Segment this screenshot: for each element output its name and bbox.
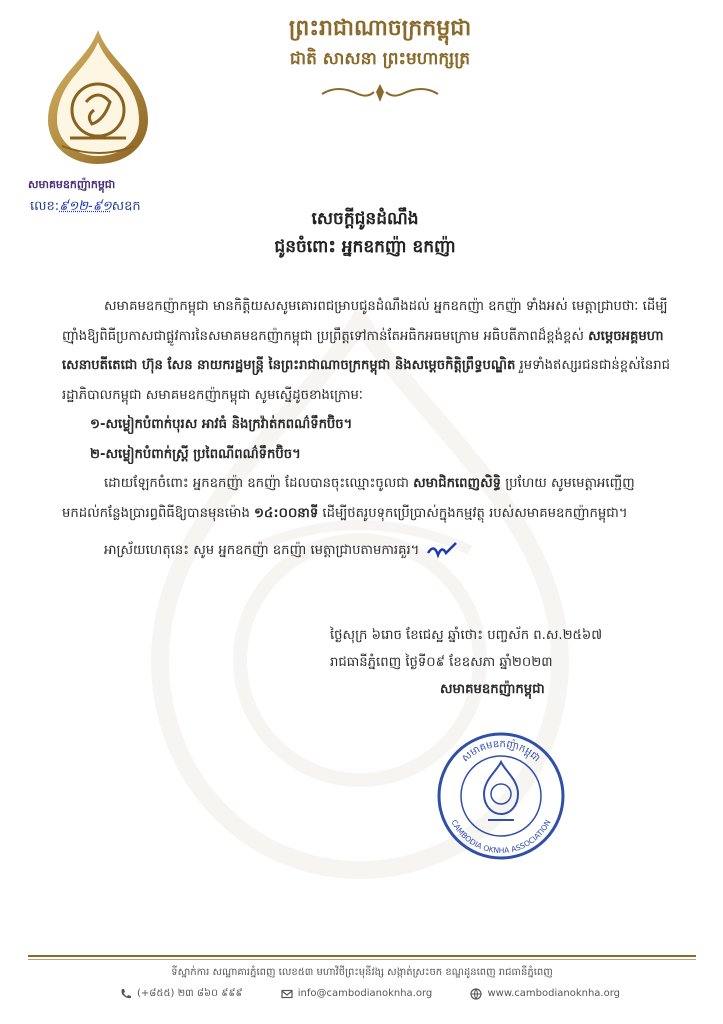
footer-email[interactable]: info@cambodianoknha.org <box>281 988 432 1000</box>
footer-phone: (+៨៥៥) ២៣ ៨៦០ ៩៩៩ <box>120 986 243 1001</box>
ref-prefix: លេខ: <box>30 199 60 214</box>
solar-date: រាជធានីភ្នំពេញ ថ្ងៃទី០៩ ខែឧសភា ឆ្នាំ២០២៣ <box>330 655 553 670</box>
dress-code-item-2: ២-សម្លៀកបំពាក់ស្ត្រី ប្រពៃណីពណ៌ទឹកប៊ិច។ <box>90 446 301 462</box>
official-stamp <box>432 732 570 860</box>
paragraph-1: សមាគមឧកញ៉ាកម្ពុជា មានកិត្តិយសសូមគោរពជម្រាបជូនដំណឹងដល់ អ្នកឧកញ៉ា ឧកញ៉ា ទាំងអស់ មេត្តាជ្រាបថាៈ ដើម្បីញ៉ាំងឱ្យពិធីប្រកាសជាផ្លូវការនៃសមាគមឧកញ៉ាកម្ពុជា ប្រព្រឹត្តទៅកាន់តែអធិកអធមក្រោម អធិបតីភាពដ៏ខ្ពង់ខ្ពស់ សម្ដេចអគ្គមហាសេនាបតីតេជោ ហ៊ុន សែន នាយករដ្ឋមន្ត្រី នៃព្រះរាជាណាចក្រកម្ពុជា និងសម្ដេចកិត្តិព្រឹទ្ធបណ្ឌិត រួមទាំងឥស្សរជនជាន់ខ្ពស់នៃរាជរដ្ឋាភិបាលកម្ពុជា សមាគមឧកញ៉ាកម្ពុជា សូមស្នើដូចខាងក្រោមៈ <box>62 299 670 403</box>
closing-line: អាស្រ័យហេតុនេះ សូម អ្នកឧកញ៉ា ឧកញ៉ា មេត្តាជ្រាបតាមការគួរ។ <box>62 536 672 566</box>
mail-icon <box>281 988 293 1000</box>
letter-body <box>62 292 672 566</box>
stamp-text-bottom: CAMBODIA OKNHA ASSOCIATION <box>449 818 553 856</box>
paragraph-2: ដោយឡែកចំពោះ អ្នកឧកញ៉ា ឧកញ៉ា ដែលបានចុះឈ្មោះចូលជា សមាជិកពេញសិទ្ធិ ប្រហែយ សូមមេត្តាអញ្ជើញមកដល់កន្លែងប្រារព្ធពិធីឱ្យបានមុនម៉ោង ១៤:០០នាទី ដើម្បីថតរូបទុកប្រើប្រាស់ក្នុងកម្មវត្ថុ របស់សមាគមឧកញ៉ាកម្ពុជា។ <box>62 476 635 521</box>
date-block <box>330 622 670 703</box>
dress-code-item-1: ១-សម្លៀកបំពាក់បុរស អាវធំ និងក្រវ៉ាត់កពណ៌ទឹកប៊ិច។ <box>90 417 353 432</box>
ornament-divider <box>318 82 442 104</box>
footer-address: ទីស្នាក់ការ សណ្ឋាគារភ្នំពេញ លេខ៥៣ មហាវិថីព្រះមុនីវង្ស សង្កាត់ស្រះចក ខណ្ឌដូនពេញ រាជធានីភ្នំពេញ <box>171 967 553 978</box>
globe-icon <box>470 988 482 1000</box>
kingdom-heading: ព្រះរាជាណាចក្រកម្ពុជា <box>288 15 472 41</box>
footer-website[interactable]: www.cambodianoknha.org <box>470 988 620 1000</box>
ref-number: ៩១២-៩១ <box>59 199 112 214</box>
signatory-org: សមាគមឧកញ៉ាកម្ពុជា <box>440 682 545 697</box>
initials-mark <box>424 539 460 561</box>
ref-suffix: សឧក <box>111 199 141 214</box>
stamp-text-top: សមាគមឧកញ៉ាកម្ពុជា <box>460 738 542 765</box>
document-title: សេចក្ដីជូនដំណឹង <box>311 209 419 229</box>
footer-rule-thin <box>28 959 696 960</box>
association-logo <box>40 28 156 168</box>
footer-contacts <box>120 986 620 1001</box>
document-addressee: ជូនចំពោះ អ្នកឧកញ៉ា ឧកញ៉ា <box>274 237 456 257</box>
footer-rule <box>28 955 696 957</box>
national-motto: ជាតិ សាសនា ព្រះមហាក្សត្រ <box>289 49 471 69</box>
lunar-date: ថ្ងៃសុក្រ ៦រោច ខែជេស្ឋ ឆ្នាំថោះ បញ្ចស័ក ព.ស.២៥៦៧ <box>330 628 603 643</box>
phone-icon <box>120 988 132 1000</box>
org-name: សមាគមឧកញ៉ាកម្ពុជា <box>28 178 116 191</box>
